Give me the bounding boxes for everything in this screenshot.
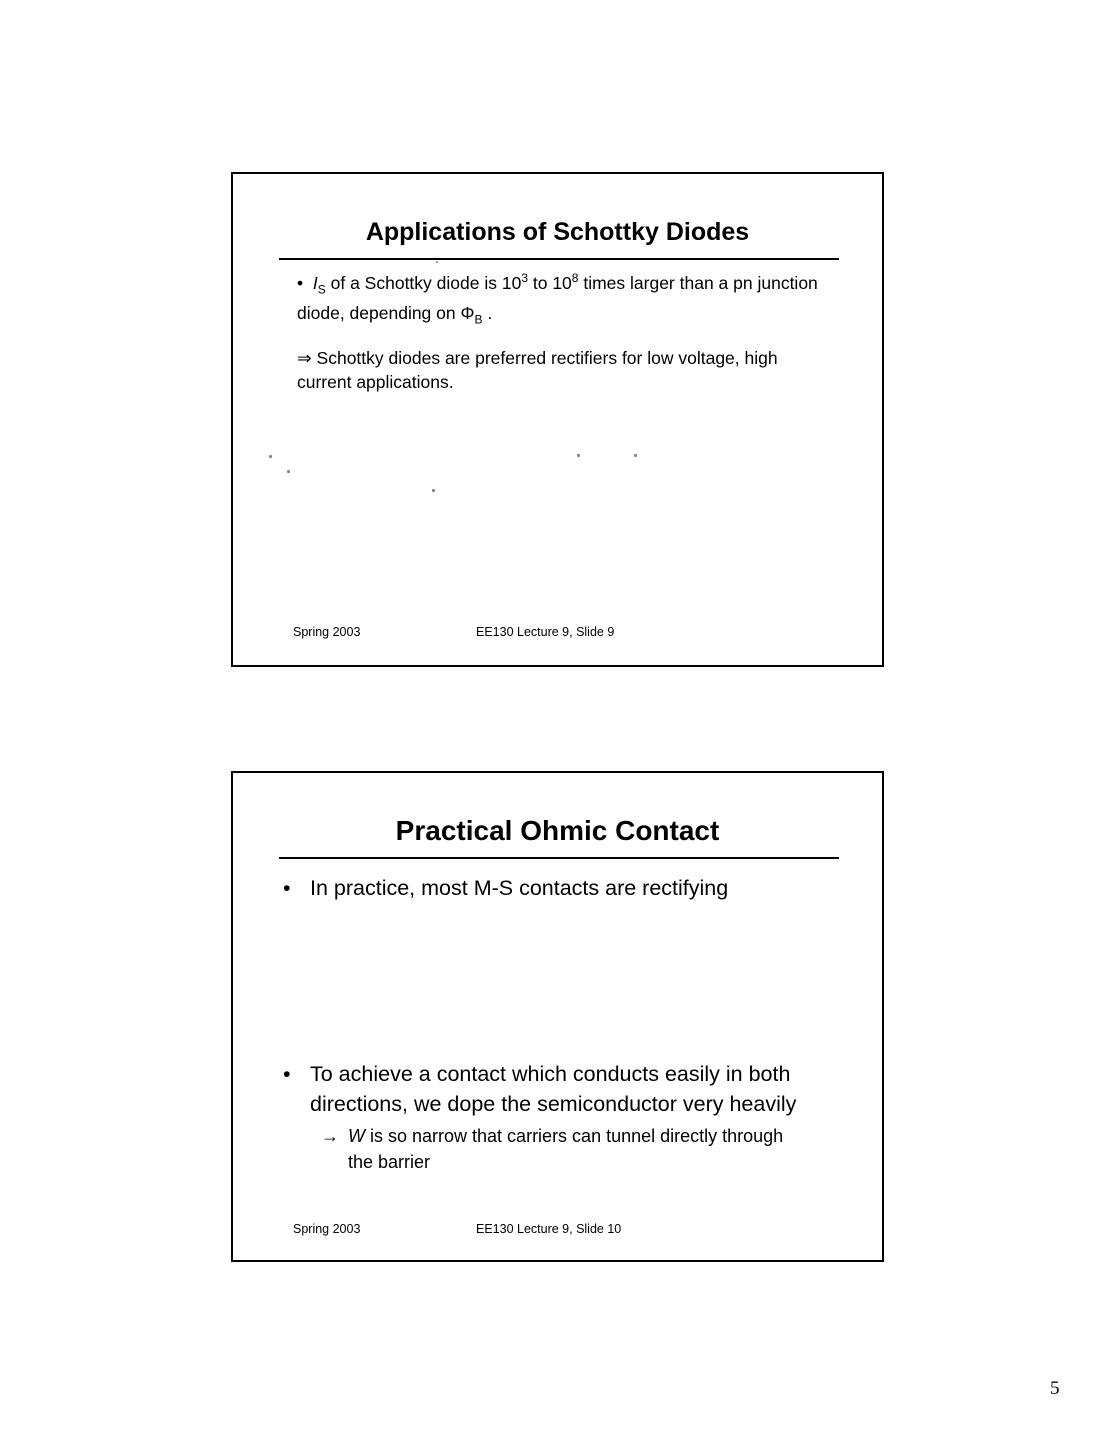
bullet-rectifying bbox=[283, 873, 843, 903]
slide-body bbox=[297, 266, 827, 408]
page-number: 5 bbox=[1050, 1378, 1060, 1399]
slide-body bbox=[283, 873, 843, 1175]
title-underline bbox=[279, 258, 839, 260]
figure-artifact-dot bbox=[436, 261, 438, 263]
exponent-8: 8 bbox=[571, 271, 579, 285]
arrow-icon: → bbox=[321, 1126, 339, 1146]
figure-artifact-dot bbox=[634, 454, 637, 457]
symbol-current-sub: S bbox=[317, 282, 326, 297]
symbol-current: I bbox=[312, 272, 318, 293]
bullet-marker: • bbox=[297, 272, 304, 293]
footer-semester: Spring 2003 bbox=[293, 1222, 361, 1236]
bullet-dope-heavily bbox=[283, 1059, 843, 1119]
slide-title: Practical Ohmic Contact bbox=[395, 815, 720, 846]
figure-artifact-dot bbox=[577, 454, 580, 457]
bullet-preferred-rectifiers bbox=[297, 346, 827, 394]
figure-artifact-dot bbox=[287, 470, 290, 473]
title-underline bbox=[279, 857, 839, 859]
sub-bullet-rest: is so narrow that carriers can tunnel directly through the barrier bbox=[348, 1126, 784, 1172]
implies-symbol: ⇒ bbox=[297, 347, 312, 368]
bullet-text: . bbox=[482, 303, 493, 324]
slide-frame-9 bbox=[231, 172, 884, 667]
symbol-phi-sub: B bbox=[474, 312, 483, 327]
symbol-width: W bbox=[348, 1126, 365, 1146]
figure-artifact-dot bbox=[432, 489, 435, 492]
bullet-text: to 10 bbox=[528, 272, 572, 293]
exponent-3: 3 bbox=[521, 271, 528, 285]
sub-bullet-text bbox=[348, 1123, 801, 1175]
footer-semester: Spring 2003 bbox=[293, 625, 361, 639]
bullet-text: To achieve a contact which conducts easily in both directions, we dope the semiconductor very heavily bbox=[310, 1062, 797, 1116]
slide-title: Applications of Schottky Diodes bbox=[365, 218, 750, 246]
figure-artifact-dot bbox=[269, 455, 272, 458]
bullet-text: of a Schottky diode is 10 bbox=[325, 272, 522, 293]
bullet-marker: • bbox=[283, 876, 291, 900]
bullet-marker: • bbox=[283, 1062, 291, 1086]
bullet-is-larger bbox=[297, 266, 827, 332]
symbol-phi: Φ bbox=[460, 303, 475, 324]
bullet-text: times larger than a pn junction diode, depending on bbox=[297, 272, 818, 324]
footer-slide-label: EE130 Lecture 9, Slide 10 bbox=[476, 1222, 622, 1236]
bullet-text: In practice, most M-S contacts are rectifying bbox=[310, 876, 729, 900]
slide-frame-10 bbox=[231, 771, 884, 1262]
footer-slide-label: EE130 Lecture 9, Slide 9 bbox=[476, 625, 615, 639]
bullet-text: Schottky diodes are preferred rectifiers for low voltage, high current applications. bbox=[297, 347, 778, 392]
sub-bullet-tunneling bbox=[321, 1123, 801, 1175]
